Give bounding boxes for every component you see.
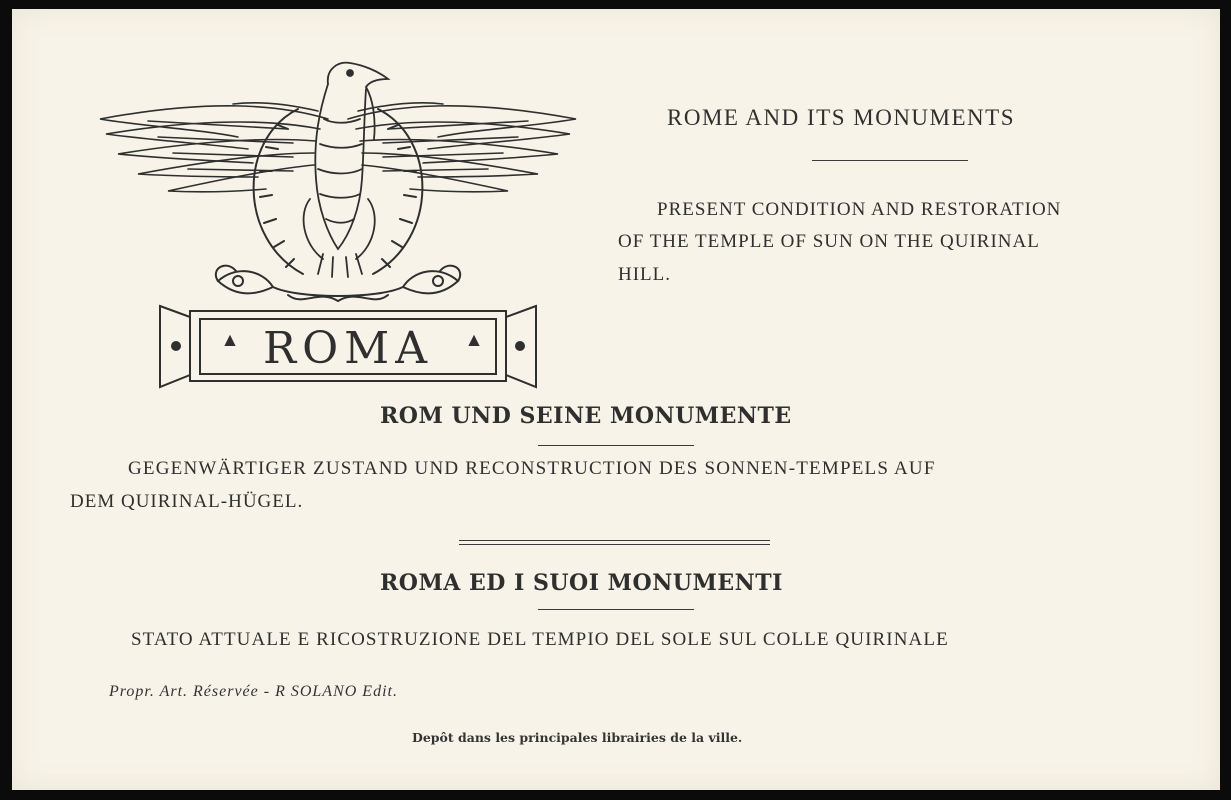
- section-divider-bottom: [459, 544, 770, 545]
- left-wing-icon: [100, 103, 328, 192]
- english-title-rule: [812, 160, 968, 161]
- right-wing-icon: [348, 103, 576, 192]
- section-divider-top: [459, 540, 770, 541]
- italian-title: ROMA ED I SUOI MONUMENTI: [380, 570, 783, 596]
- ribbon-icon: [216, 266, 460, 301]
- english-text-line-3: HILL.: [618, 264, 672, 285]
- english-text-line-2: OF THE TEMPLE OF SUN ON THE QUIRINAL: [618, 231, 1040, 252]
- publisher-note: Propr. Art. Réservée - R SOLANO Edit.: [109, 683, 398, 700]
- german-text-line-2: DEM QUIRINAL-HÜGEL.: [70, 491, 304, 512]
- english-title: ROME AND ITS MONUMENTS: [667, 105, 1015, 130]
- german-title-rule: [538, 445, 694, 446]
- italian-text-line-1: STATO ATTUALE E RICOSTRUZIONE DEL TEMPIO DEL SOLE SUL COLLE QUIRINALE: [131, 629, 949, 650]
- eagle-emblem: [88, 49, 588, 389]
- english-text-line-1: PRESENT CONDITION AND RESTORATION: [657, 199, 1062, 220]
- postcard: [12, 9, 1220, 790]
- german-title: ROM UND SEINE MONUMENTE: [380, 403, 792, 429]
- italian-title-rule: [538, 609, 694, 610]
- german-text-line-1: GEGENWÄRTIGER ZUSTAND UND RECONSTRUCTION DES SONNEN-TEMPELS AUF: [128, 458, 936, 479]
- depot-note: Depôt dans les principales librairies de la ville.: [412, 730, 743, 745]
- eagle-icon: [304, 63, 388, 277]
- roma-banner-text: ROMA: [262, 323, 434, 374]
